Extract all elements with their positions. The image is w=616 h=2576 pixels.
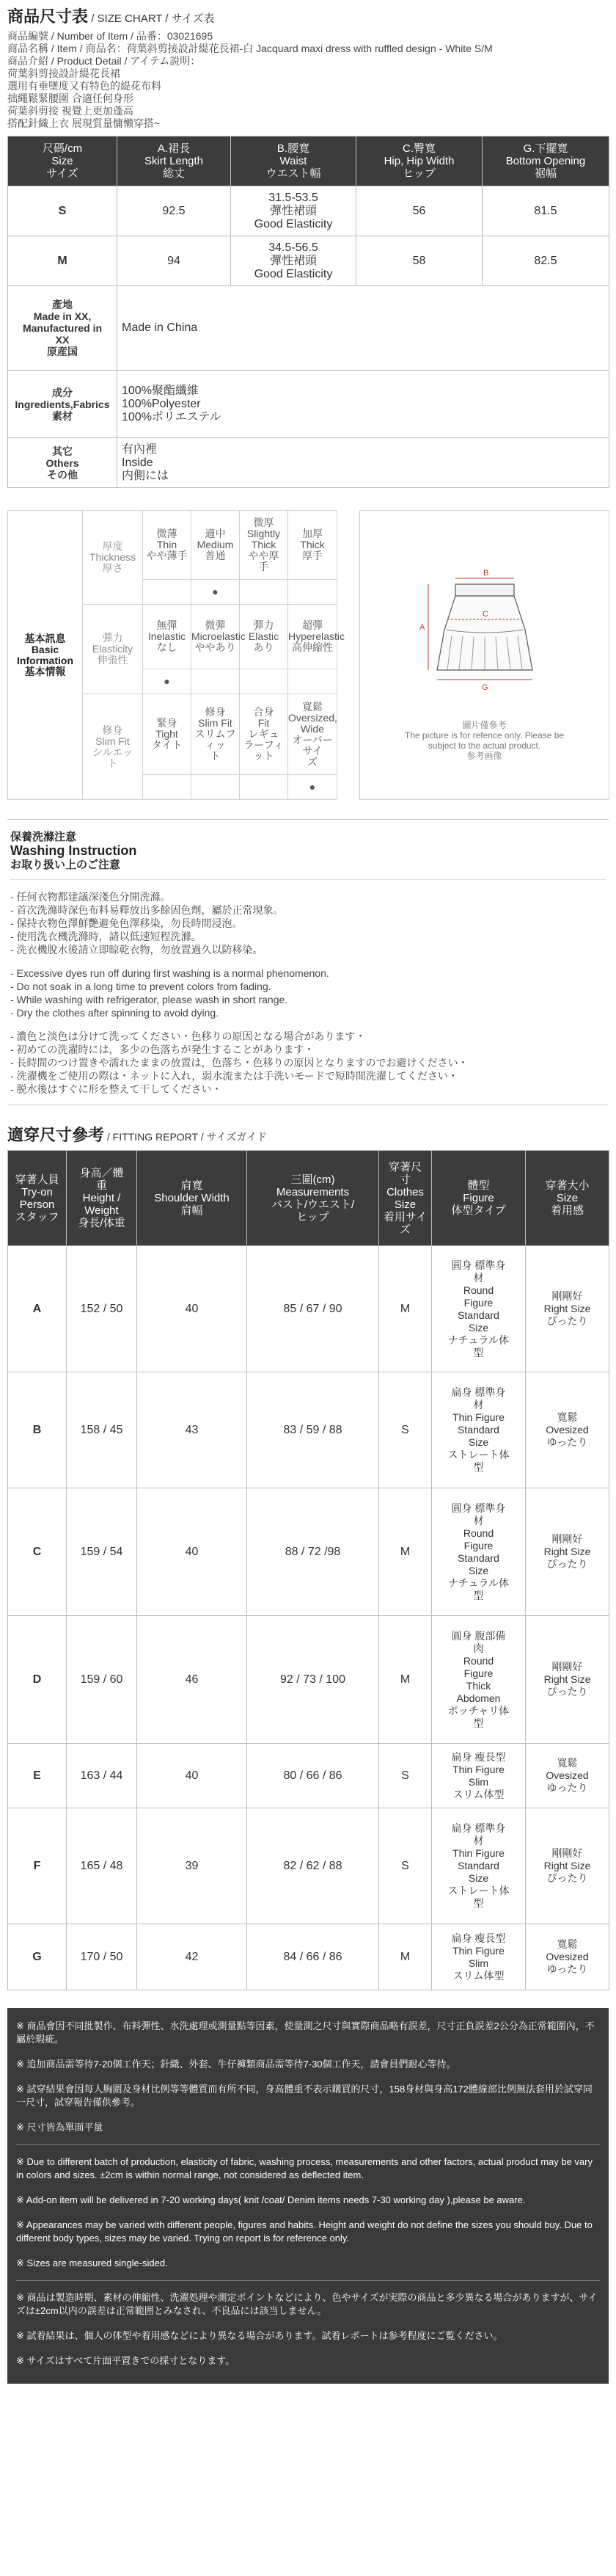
elasticity-mark xyxy=(191,669,240,694)
svg-text:A: A xyxy=(419,623,425,632)
notice-ja: ※ 試着結果は、個人の体型や着用感などにより異なる場合があります。試着レポートは参考程度にご覧ください。 xyxy=(16,2330,503,2341)
product-detail-line: 搭配針織上衣 展現質量慵懶穿搭~ xyxy=(7,117,161,129)
fit-selected-dot: ● xyxy=(288,775,337,800)
fit-mark xyxy=(240,775,288,800)
fit-result: 剛剛好 Right Size ぴったり xyxy=(526,1616,609,1744)
fitting-title xyxy=(7,1123,609,1146)
origin-value: Made in China xyxy=(117,286,609,371)
product-detail-line: 荷葉斜剪接設計緹花長裙 xyxy=(7,68,120,79)
product-info xyxy=(7,27,609,130)
height-weight-header: 身高／體 重 Height / Weight 身長/体重 xyxy=(67,1151,137,1246)
person: G xyxy=(8,1924,67,1990)
bottom-value: 82.5 xyxy=(483,236,609,286)
origin-label: 產地 Made in XX, Manufactured in XX 原産国 xyxy=(8,286,117,371)
others-value: 有內裡 Inside 内側には xyxy=(117,438,609,488)
others-row xyxy=(8,438,609,488)
table-row xyxy=(8,1246,609,1372)
figure-type: 圓身 腹部備 肉 Round Figure Thick Abdomen ポッチャリ体 型 xyxy=(432,1616,526,1744)
measurements: 85 / 67 / 90 xyxy=(247,1246,379,1372)
material-label: 成分 Ingredients,Fabrics 素材 xyxy=(8,371,117,438)
shoulder: 46 xyxy=(137,1616,247,1744)
shoulder: 39 xyxy=(137,1808,247,1924)
notice-box xyxy=(7,2008,609,2384)
origin-row xyxy=(8,286,609,371)
divider xyxy=(16,2280,600,2281)
person: E xyxy=(8,1744,67,1808)
thickness-selected-dot: ● xyxy=(191,580,240,605)
size-chart-title-main: 商品尺寸表 xyxy=(7,7,89,26)
length-value: 92.5 xyxy=(117,186,231,236)
figure-type: 扁身 瘦長型 Thin Figure Slim スリム体型 xyxy=(432,1744,526,1808)
fit-option-slim: 修身 Slim Fit スリムフィッ ト xyxy=(191,694,240,775)
washing-instructions xyxy=(7,819,609,1105)
fit-result: 寬鬆 Ovesized ゆったり xyxy=(526,1924,609,1990)
elasticity-option-inelastic: 無彈 Inelastic なし xyxy=(143,605,191,669)
thickness-mark xyxy=(288,580,337,605)
table-row xyxy=(8,1616,609,1744)
washing-ja: - 濃色と淡色は分けて洗ってください・色移りの原因となる場合があります・ - 初めての洗濯時には，多少の色落ちが発生することがあります・ - 長時間のつけ置きや濡れたままの放置は，色落ち・色移りの原因となりますのでお避けください・ - 洗濯機をご使用の際は・ネットに入れ，弱水流または手洗いモードで短時間洗濯してください・ - 脱水後はすぐに形を整えて干してください・ xyxy=(10,1030,469,1095)
material-row xyxy=(8,371,609,438)
size-value: M xyxy=(8,236,117,286)
skirt-diagram xyxy=(360,511,609,800)
fitting-title-main: 適穿尺寸參考 xyxy=(7,1126,105,1144)
person: C xyxy=(8,1488,67,1616)
notice-en: ※ Due to different batch of production, elasticity of fabric, washing process, measurements and other factors, actual product may be vary in colors and sizes. ±2cm is within normal range, not considered as deflected item. xyxy=(16,2156,593,2180)
height-weight: 165 / 48 xyxy=(67,1808,137,1924)
waist-value: 34.5-56.5 彈性裙頭 Good Elasticity xyxy=(231,236,356,286)
person: D xyxy=(8,1616,67,1744)
notice-ja: ※ サイズはすべて片面平置きでの採寸となります。 xyxy=(16,2355,235,2366)
size-chart-title-sub: / SIZE CHART / サイズ表 xyxy=(91,12,215,25)
clothes-size: S xyxy=(379,1744,432,1808)
clothes-size-header: 穿著尺 寸 Clothes Size 着用サイ ズ xyxy=(379,1151,432,1246)
length-header: A.裙長 Skirt Length 総丈 xyxy=(117,137,231,186)
washing-zh: - 任何衣物都建議深淺色分開洗滌。 - 首次洗滌時深色布料易釋放出多餘固色劑，屬於正常現象。 - 保持衣物色澤鮮艷避免色澤移染，勿長時間浸泡。 - 使用洗衣機洗滌時，請以低速短程洗滌。 - 洗衣機脫水後請立即晾乾衣物，勿放置過久以防移染。 xyxy=(10,891,284,956)
elasticity-option-elastic: 彈力 Elastic あり xyxy=(240,605,288,669)
product-number: 商品編號 / Number of Item / 品番：03021695 xyxy=(7,30,213,42)
height-weight: 159 / 54 xyxy=(67,1488,137,1616)
elasticity-option-hyperelastic: 超彈 Hyperelastic 高伸縮性 xyxy=(288,605,337,669)
clothes-size: S xyxy=(379,1808,432,1924)
clothes-size: M xyxy=(379,1246,432,1372)
height-weight: 158 / 45 xyxy=(67,1372,137,1488)
notice-zh: ※ 尺寸皆為單面平量 xyxy=(16,2122,103,2133)
elasticity-label: 彈力 Elasticity 伸張性 xyxy=(83,605,143,694)
table-row xyxy=(8,1808,609,1924)
product-detail-label: 商品介紹 / Product Detail / アイテム説明： xyxy=(7,55,201,67)
height-weight: 163 / 44 xyxy=(67,1744,137,1808)
measurements: 88 / 72 /98 xyxy=(247,1488,379,1616)
figure-type: 圓身 標準身 材 Round Figure Standard Size ナチュラル体 型 xyxy=(432,1488,526,1616)
product-detail-line: 拙繩鬆緊腰圍 合適任何身形 xyxy=(7,92,133,104)
shoulder-header: 肩寬 Shoulder Width 肩幅 xyxy=(137,1151,247,1246)
shoulder: 40 xyxy=(137,1488,247,1616)
fit-size-header: 穿著大小 Size 着用感 xyxy=(526,1151,609,1246)
person-header: 穿著人員 Try-on Person スタッフ xyxy=(8,1151,67,1246)
figure-type: 扁身 標準身 材 Thin Figure Standard Size ストレート体 型 xyxy=(432,1808,526,1924)
waist-value: 31.5-53.5 彈性裙頭 Good Elasticity xyxy=(231,186,356,236)
product-detail-line: 荷葉斜剪接 視覺上更加蓬高 xyxy=(7,105,133,117)
measurements: 84 / 66 / 86 xyxy=(247,1924,379,1990)
hip-header: C.臀寬 Hip, Hip Width ヒップ xyxy=(356,137,483,186)
material-value: 100%聚酯纖維 100%Polyester 100%ポリエステル xyxy=(117,371,609,438)
thickness-label: 厚度 Thickness 厚さ xyxy=(83,511,143,605)
measurements: 82 / 62 / 88 xyxy=(247,1808,379,1924)
elasticity-mark xyxy=(288,669,337,694)
notice-ja: ※ 商品は製造時期、素材の伸縮性、洗濯処理や測定ポイントなどにより、色やサイズが実際の商品と多少異なる場合がありますが、サイズは±2cm以内の誤差は正常範囲とみなされ、不良品には該当しません。 xyxy=(16,2292,598,2316)
clothes-size: M xyxy=(379,1616,432,1744)
person: A xyxy=(8,1246,67,1372)
shoulder: 40 xyxy=(137,1246,247,1372)
table-row xyxy=(8,1744,609,1808)
bottom-value: 81.5 xyxy=(483,186,609,236)
washing-en: - Excessive dyes run off during first washing is a normal phenomenon. - Do not soak in a long time to prevent colors from fading. - While washing with refrigerator, please wash in short range. - Dry the clothes after spinning to avoid dying. xyxy=(10,967,329,1019)
thickness-mark xyxy=(143,580,191,605)
thickness-mark xyxy=(240,580,288,605)
notice-en: ※ Appearances may be varied with different people, figures and habits. Height and weight do not define the sizes you should buy. Due to different body types, sizes may be varied. Trying on report is for reference only. xyxy=(16,2219,593,2244)
height-weight: 170 / 50 xyxy=(67,1924,137,1990)
fit-option-tight: 緊身 Tight タイト xyxy=(143,694,191,775)
svg-text:B: B xyxy=(483,569,488,578)
notice-en: ※ Sizes are measured single-sided. xyxy=(16,2257,168,2268)
washing-title-ja: お取り扱い上のご注意 xyxy=(10,859,121,871)
fit-mark xyxy=(191,775,240,800)
fit-option-oversized: 寬鬆 Oversized, Wide オーバーサイ ズ xyxy=(288,694,337,775)
fitting-title-sub: / FITTING REPORT / サイズガイド xyxy=(106,1131,267,1143)
notice-zh: ※ 商品會因不同批製作、布料彈性、水洗處理或測量點等因素，使量測之尺寸與實際商品略有誤差，尺寸正負誤差2公分為正常範圍內，不屬於瑕疵。 xyxy=(16,2020,595,2045)
fit-mark xyxy=(143,775,191,800)
fit-result: 寬鬆 Ovesized ゆったり xyxy=(526,1744,609,1808)
bottom-header: G.下擺寬 Bottom Opening 裾幅 xyxy=(483,137,609,186)
figure-type: 圓身 標準身 材 Round Figure Standard Size ナチュラル体 型 xyxy=(432,1246,526,1372)
height-weight: 152 / 50 xyxy=(67,1246,137,1372)
hip-value: 58 xyxy=(356,236,483,286)
size-table xyxy=(7,136,609,488)
basic-info-table xyxy=(7,510,609,800)
elasticity-option-microelastic: 微彈 Microelastic ややあり xyxy=(191,605,240,669)
measurements-header: 三圍(cm) Measurements バスト/ウエスト/ ヒップ xyxy=(247,1151,379,1246)
svg-text:C: C xyxy=(482,610,488,619)
skirt-sketch-icon xyxy=(400,549,569,718)
table-row xyxy=(8,236,609,286)
figure-header: 體型 Figure 体型タイプ xyxy=(432,1151,526,1246)
table-row xyxy=(8,186,609,236)
size-chart-title xyxy=(7,0,609,27)
figure-type: 扁身 標準身 材 Thin Figure Standard Size ストレート体 型 xyxy=(432,1372,526,1488)
basic-info-label: 基本訊息 Basic Information 基本情報 xyxy=(8,511,83,800)
washing-title-en: Washing Instruction xyxy=(10,843,137,858)
bottom-spacer xyxy=(7,2384,609,2428)
fit-result: 寬鬆 Ovesized ゆったり xyxy=(526,1372,609,1488)
measurements: 92 / 73 / 100 xyxy=(247,1616,379,1744)
svg-text:G: G xyxy=(481,683,488,692)
others-label: 其它 Others その他 xyxy=(8,438,117,488)
diagram-caption: 圖片僅參考 The picture is for refence only. Please be subject to the actual product. 参考画像 xyxy=(404,720,565,761)
fit-option-regular: 合身 Fit レギュ ラーフィ ット xyxy=(240,694,288,775)
measurements: 80 / 66 / 86 xyxy=(247,1744,379,1808)
divider xyxy=(10,879,606,880)
waist-header: B.腰寬 Waist ウエスト幅 xyxy=(231,137,356,186)
shoulder: 43 xyxy=(137,1372,247,1488)
clothes-size: M xyxy=(379,1924,432,1990)
thickness-option-thin: 微薄 Thin やや薄手 xyxy=(143,511,191,580)
notice-zh: ※ 試穿結果會因每人胸圍及身材比例等等體質而有所不同，身高體重不表示購買的尺寸，158身材與身高172體線部比例無法套用於試穿同一尺寸，試穿報告僅供參考。 xyxy=(16,2084,593,2108)
thickness-option-medium: 適中 Medium 普通 xyxy=(191,511,240,580)
notice-en: ※ Add-on item will be delivered in 7-20 working days( knit /coat/ Denim items needs 7-30 working day ),please be aware. xyxy=(16,2194,526,2205)
size-header: 尺碼/cm Size サイズ xyxy=(8,137,117,186)
table-row xyxy=(8,1924,609,1990)
fit-result: 剛剛好 Right Size ぴったり xyxy=(526,1488,609,1616)
elasticity-selected-dot: ● xyxy=(143,669,191,694)
person: B xyxy=(8,1372,67,1488)
length-value: 94 xyxy=(117,236,231,286)
height-weight: 159 / 60 xyxy=(67,1616,137,1744)
washing-title-zh: 保養洗滌注意 xyxy=(10,831,77,843)
fitting-table xyxy=(7,1150,609,1990)
elasticity-mark xyxy=(240,669,288,694)
fit-label: 修身 Slim Fit シルエッ ト xyxy=(83,694,143,800)
fit-result: 剛剛好 Right Size ぴったり xyxy=(526,1808,609,1924)
shoulder: 40 xyxy=(137,1744,247,1808)
person: F xyxy=(8,1808,67,1924)
measurements: 83 / 59 / 88 xyxy=(247,1372,379,1488)
fit-result: 剛剛好 Right Size ぴったり xyxy=(526,1246,609,1372)
product-name: 商品名稱 / Item / 商品名：荷葉斜剪接設計緹花長裙-白 Jacquard maxi dress with ruffled design - White S/M xyxy=(7,43,493,54)
table-row xyxy=(8,1372,609,1488)
product-detail-line: 選用有垂墜度又有特色的緹花布料 xyxy=(7,80,161,92)
clothes-size: M xyxy=(379,1488,432,1616)
figure-type: 扁身 瘦長型 Thin Figure Slim スリム体型 xyxy=(432,1924,526,1990)
table-row xyxy=(8,1488,609,1616)
size-value: S xyxy=(8,186,117,236)
thickness-option-slightly-thick: 微厚 Slightly Thick やや厚 手 xyxy=(240,511,288,580)
shoulder: 42 xyxy=(137,1924,247,1990)
notice-zh: ※ 追加商品需等待7-20個工作天；針織、外套、牛仔褲類商品需等待7-30個工作天，請會員們耐心等待。 xyxy=(16,2059,456,2070)
clothes-size: S xyxy=(379,1372,432,1488)
spacer xyxy=(337,511,360,800)
hip-value: 56 xyxy=(356,186,483,236)
thickness-option-thick: 加厚 Thick 厚手 xyxy=(288,511,337,580)
divider xyxy=(16,2144,600,2145)
